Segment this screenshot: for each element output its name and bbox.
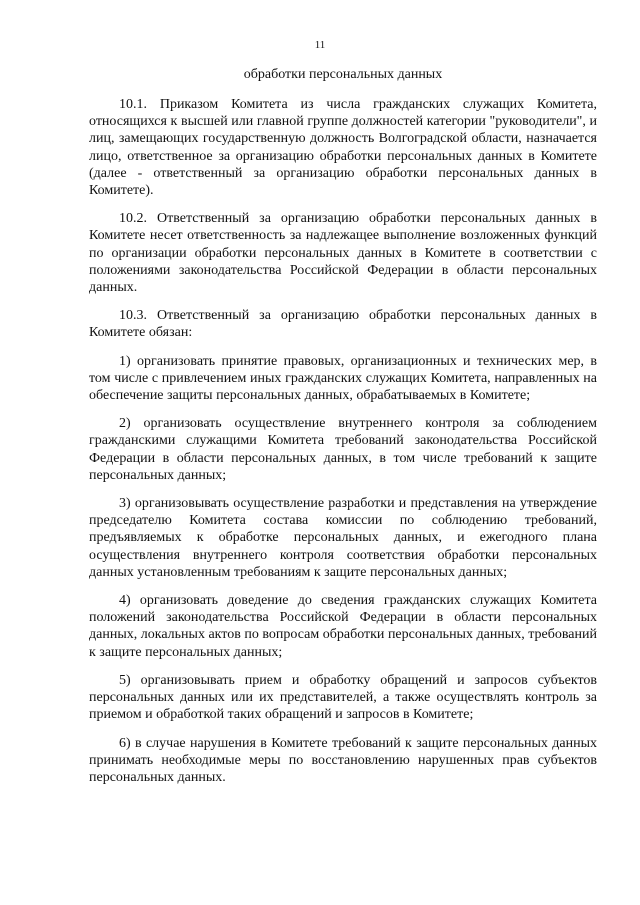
page-number: 11 [314, 39, 326, 51]
paragraph-10-3: 10.3. Ответственный за организацию обработки персональных данных в Комитете обязан: [89, 308, 597, 341]
list-item-2: 2) организовать осуществление внутреннего контроля за соблюдением гражданскими служащими Комитета требований законодательства Российской Федерации в области персональных данных, в том числе требований к защите персональных данных; [89, 416, 597, 483]
list-item-3: 3) организовывать осуществление разработки и представления на утверждение председателю Комитета состава комиссии по соблюдению требований, предъявляемых к обработке персональных данных, и ежегодного плана осуществления внутреннего контроля соответствия обработки персональных данных установленным требованиям к защите персональных данных; [89, 496, 597, 580]
paragraph-10-1: 10.1. Приказом Комитета из числа гражданских служащих Комитета, относящихся к высшей или главной группе должностей категории "руководители", и лиц, замещающих государственную должность Волгоградской области, назначается лицо, ответственное за организацию обработки персональных данных в Комитете (далее - ответственный за организацию обработки персональных данных в Комитете). [89, 97, 597, 199]
list-item-4: 4) организовать доведение до сведения гражданских служащих Комитета положений законодательства Российской Федерации в области персональных данных, локальных актов по вопросам обработки персональных данных, требований к защите персональных данных; [89, 593, 597, 660]
list-item-1: 1) организовать принятие правовых, организационных и технических мер, в том числе с привлечением иных гражданских служащих Комитета, направленных на обеспечение защиты персональных данных, обрабатываемых в Комитете; [89, 353, 597, 404]
list-item-5: 5) организовывать прием и обработку обращений и запросов субъектов персональных данных или их представителей, а также осуществлять контроль за приемом и обработкой таких обращений и запросов в Комитете; [89, 672, 597, 723]
list-item-6: 6) в случае нарушения в Комитете требований к защите персональных данных принимать необходимые меры по восстановлению нарушенных прав субъектов персональных данных. [89, 735, 597, 785]
document-body [89, 66, 597, 797]
paragraph-10-2: 10.2. Ответственный за организацию обработки персональных данных в Комитете несет ответственность за надлежащее выполнение возложенных функций по организации обработки персональных данных в Комитете в соответствии с положениями законодательства Российской Федерации в области персональных данных. [89, 211, 597, 296]
continued-heading: обработки персональных данных [243, 67, 443, 82]
